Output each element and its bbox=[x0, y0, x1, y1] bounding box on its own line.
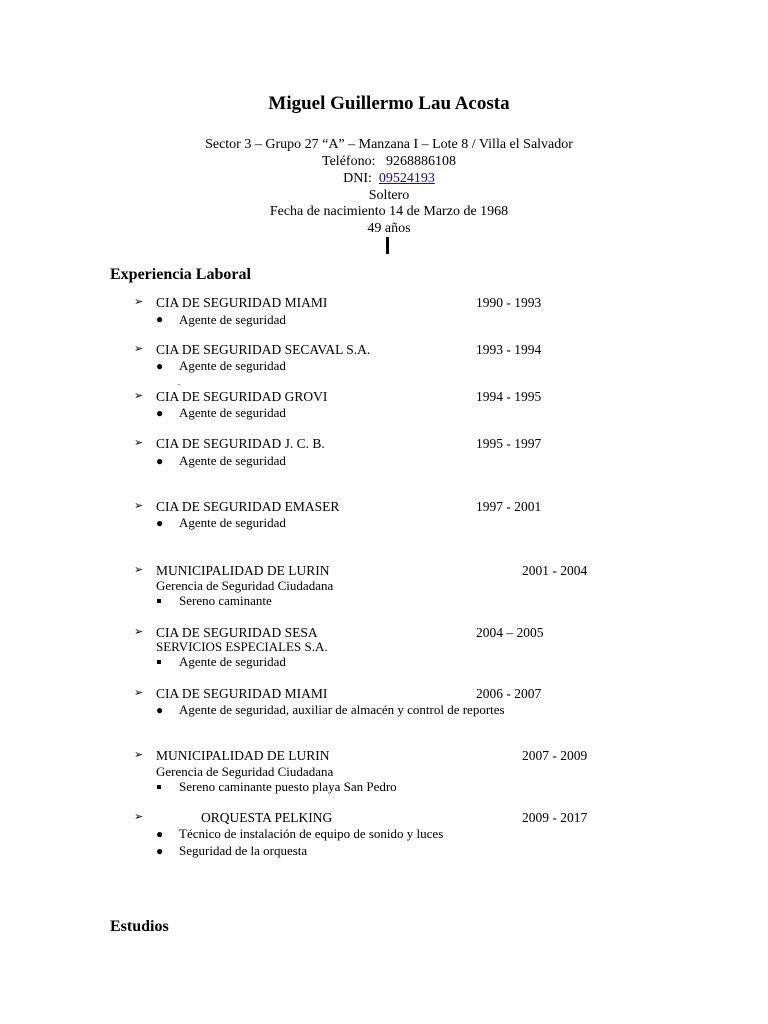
job-company: CIA DE SEGURIDAD J. C. B. bbox=[156, 436, 325, 451]
dni-label: DNI: bbox=[343, 171, 372, 186]
arrow-bullet-icon: ➢ bbox=[134, 687, 144, 699]
candidate-name: Miguel Guillermo Lau Acosta bbox=[268, 93, 510, 114]
dni-line bbox=[0, 170, 768, 187]
arrow-bullet-icon: ➢ bbox=[134, 390, 144, 402]
job-years: 2007 - 2009 bbox=[522, 748, 588, 763]
round-bullet-icon: ● bbox=[156, 312, 164, 326]
job-company: MUNICIPALIDAD DE LURIN bbox=[156, 748, 330, 763]
job-subtitle: SERVICIOS ESPECIALES S.A. bbox=[156, 639, 328, 654]
job-years: 2009 - 2017 bbox=[522, 810, 588, 825]
job-task: Sereno caminante bbox=[179, 593, 272, 608]
square-bullet-icon bbox=[157, 785, 161, 789]
job-task: Seguridad de la orquesta bbox=[179, 843, 308, 858]
job-subtitle: Gerencia de Seguridad Ciudadana bbox=[156, 578, 334, 593]
job-years: 2004 – 2005 bbox=[476, 625, 544, 640]
job-task: Agente de seguridad bbox=[179, 358, 286, 373]
job-years: 1993 - 1994 bbox=[476, 342, 542, 357]
job-company: ORQUESTA PELKING bbox=[201, 810, 333, 825]
arrow-bullet-icon: ➢ bbox=[134, 811, 144, 823]
arrow-bullet-icon: ➢ bbox=[134, 564, 144, 576]
birth-date: Fecha de nacimiento 14 de Marzo de 1968 bbox=[269, 204, 509, 219]
job-task: Agente de seguridad bbox=[179, 654, 286, 669]
job-years: 1995 - 1997 bbox=[476, 436, 542, 451]
round-bullet-icon: ● bbox=[156, 827, 164, 841]
job-company: CIA DE SEGURIDAD MIAMI bbox=[156, 295, 328, 310]
job-years: 1994 - 1995 bbox=[476, 389, 542, 404]
job-years: 1990 - 1993 bbox=[476, 295, 542, 310]
job-years: 2001 - 2004 bbox=[522, 563, 588, 578]
dni-link[interactable]: 09524193 bbox=[378, 171, 435, 186]
age: 49 años bbox=[367, 221, 411, 236]
job-company: CIA DE SEGURIDAD SESA bbox=[156, 625, 318, 640]
round-bullet-icon: ● bbox=[156, 454, 164, 468]
round-bullet-icon: ● bbox=[156, 359, 164, 373]
arrow-bullet-icon: ➢ bbox=[134, 749, 144, 761]
job-task: Técnico de instalación de equipo de sonido y luces bbox=[179, 826, 444, 841]
arrow-bullet-icon: ➢ bbox=[134, 500, 144, 512]
round-bullet-icon: ● bbox=[156, 703, 164, 717]
round-bullet-icon: ● bbox=[156, 844, 164, 858]
civil-status: Soltero bbox=[368, 188, 410, 203]
job-task: Agente de seguridad bbox=[179, 453, 286, 468]
round-bullet-icon: ● bbox=[156, 516, 164, 530]
job-company: CIA DE SEGURIDAD SECAVAL S.A. bbox=[156, 342, 371, 357]
round-bullet-icon: ● bbox=[156, 406, 164, 420]
job-company: CIA DE SEGURIDAD MIAMI bbox=[156, 686, 328, 701]
stray-dot: . bbox=[178, 378, 180, 387]
text-cursor bbox=[386, 237, 389, 254]
job-company: MUNICIPALIDAD DE LURIN bbox=[156, 563, 330, 578]
arrow-bullet-icon: ➢ bbox=[134, 437, 144, 449]
job-company: CIA DE SEGURIDAD EMASER bbox=[156, 499, 340, 514]
square-bullet-icon bbox=[157, 599, 161, 603]
phone-line bbox=[0, 153, 768, 170]
job-task: Agente de seguridad bbox=[179, 312, 286, 327]
arrow-bullet-icon: ➢ bbox=[134, 296, 144, 308]
job-task: Agente de seguridad bbox=[179, 405, 286, 420]
section-title-studies: Estudios bbox=[110, 918, 169, 935]
job-task: Sereno caminante puesto playa San Pedro bbox=[179, 779, 397, 794]
phone-label: Teléfono: bbox=[322, 154, 376, 169]
job-task: Agente de seguridad, auxiliar de almacén y control de reportes bbox=[179, 702, 505, 717]
job-subtitle: Gerencia de Seguridad Ciudadana bbox=[156, 764, 334, 779]
address-line: Sector 3 – Grupo 27 “A” – Manzana I – Lote 8 / Villa el Salvador bbox=[205, 137, 573, 152]
arrow-bullet-icon: ➢ bbox=[134, 626, 144, 638]
phone-value: 9268886108 bbox=[385, 154, 456, 169]
section-title-experience: Experiencia Laboral bbox=[110, 266, 251, 283]
job-years: 1997 - 2001 bbox=[476, 499, 542, 514]
arrow-bullet-icon: ➢ bbox=[134, 343, 144, 355]
job-task: Agente de seguridad bbox=[179, 515, 286, 530]
job-company: CIA DE SEGURIDAD GROVI bbox=[156, 389, 328, 404]
job-years: 2006 - 2007 bbox=[476, 686, 542, 701]
square-bullet-icon bbox=[157, 660, 161, 664]
